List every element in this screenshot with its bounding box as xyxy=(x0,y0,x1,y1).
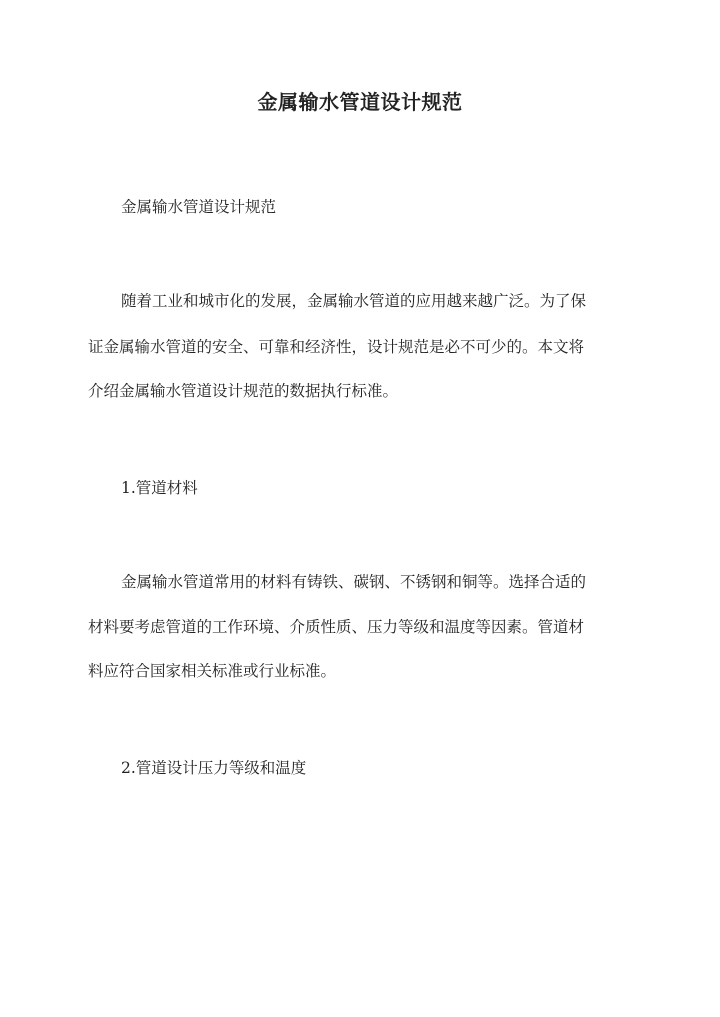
section-1-heading: 1.管道材料 xyxy=(121,479,198,497)
section-2-heading: 2.管道设计压力等级和温度 xyxy=(121,759,307,777)
document-subtitle: 金属输水管道设计规范 xyxy=(121,198,277,216)
section-1-line-2: 材料要考虑管道的工作环境、介质性质、压力等级和温度等因素。管道材 xyxy=(88,618,585,636)
section-1-line-3: 料应符合国家相关标准或行业标准。 xyxy=(88,662,337,680)
intro-line-1: 随着工业和城市化的发展，金属输水管道的应用越来越广泛。为了保 xyxy=(121,292,587,310)
document-title: 金属输水管道设计规范 xyxy=(257,90,463,114)
section-1-line-1: 金属输水管道常用的材料有铸铁、碳钢、不锈钢和铜等。选择合适的 xyxy=(121,573,587,591)
intro-line-2: 证金属输水管道的安全、可靠和经济性，设计规范是必不可少的。本文将 xyxy=(88,338,585,356)
intro-line-3: 介绍金属输水管道设计规范的数据执行标准。 xyxy=(88,382,399,400)
